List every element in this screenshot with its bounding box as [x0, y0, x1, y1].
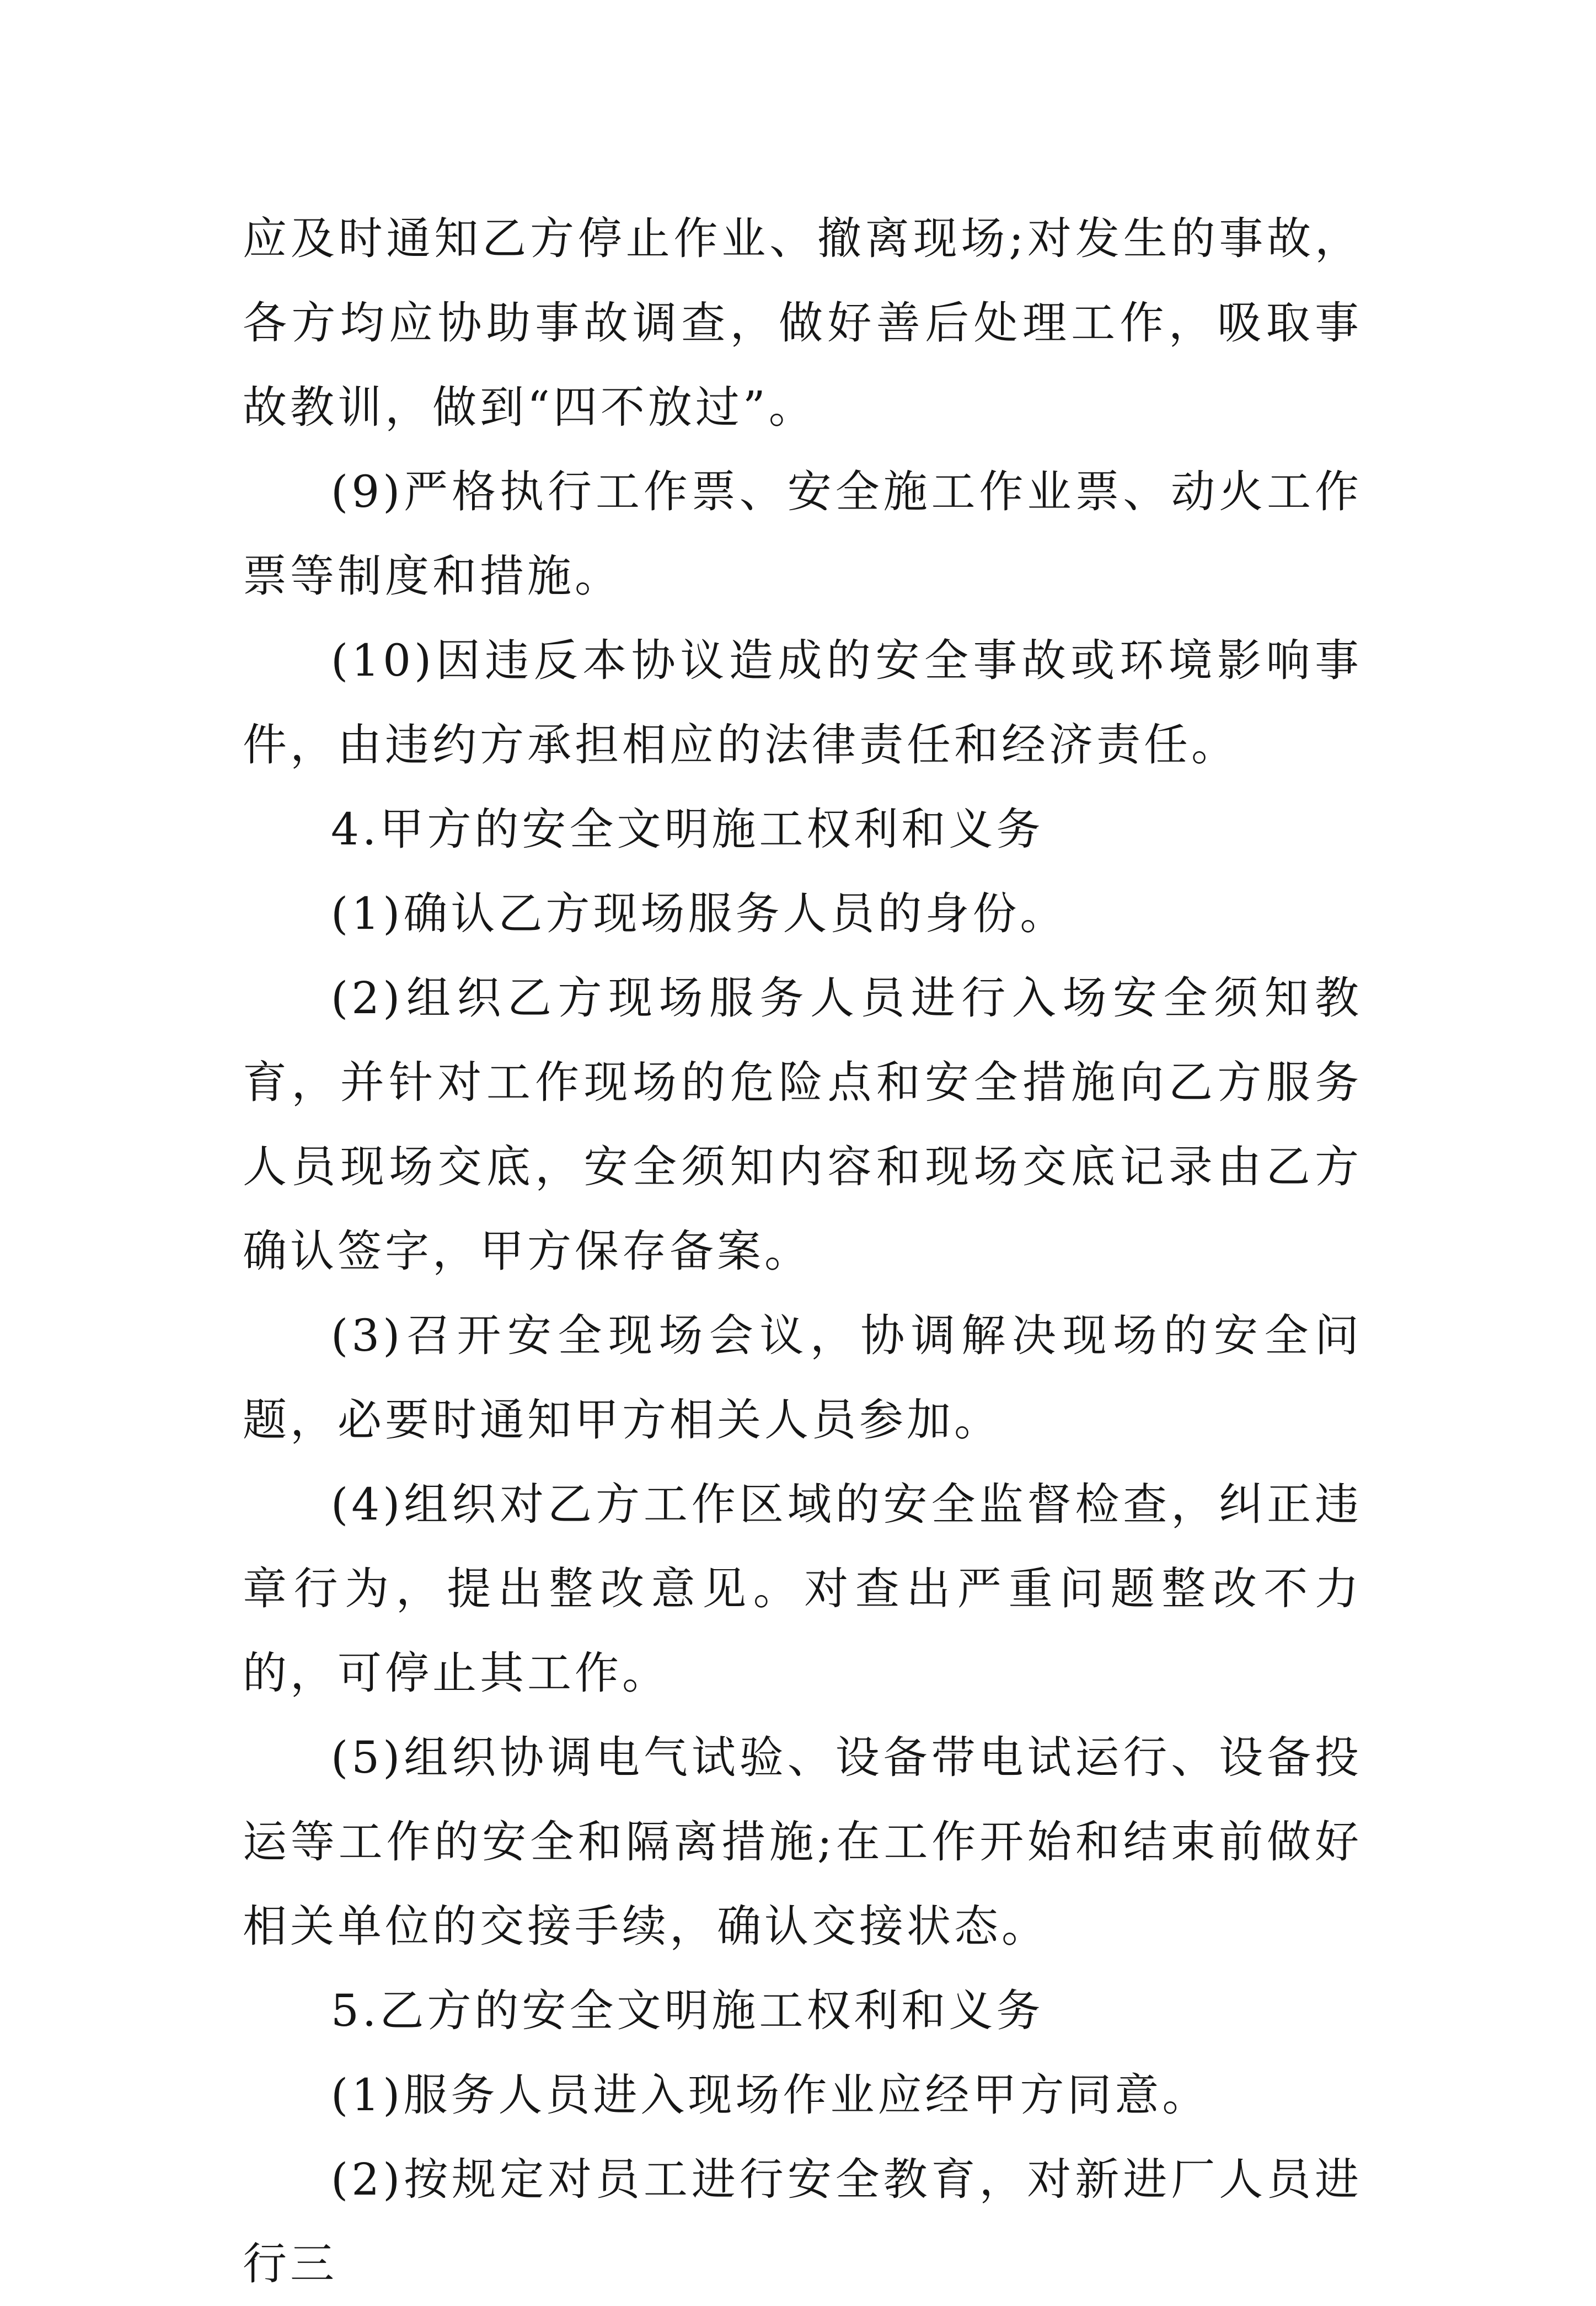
- paragraph-5-2: (2)按规定对员工进行安全教育，对新进厂人员进行三: [243, 2154, 1362, 2289]
- document-body: [243, 196, 1362, 2306]
- paragraph-4-5: (5)组织协调电气试验、设备带电试运行、设备投运等工作的安全和隔离措施;在工作开始和结束前做好相关单位的交接手续，确认交接状态。: [243, 1732, 1362, 1952]
- paragraph-4-4: (4)组织对乙方工作区域的安全监督检查，纠正违章行为，提出整改意见。对查出严重问题整改不力的，可停止其工作。: [243, 1479, 1362, 1699]
- paragraph-4-2: (2)组织乙方现场服务人员进行入场安全须知教育，并针对工作现场的危险点和安全措施向乙方服务人员现场交底，安全须知内容和现场交底记录由乙方确认签字，甲方保存备案。: [243, 972, 1362, 1277]
- paragraph-5-1: (1)服务人员进入现场作业应经甲方同意。: [331, 2069, 1210, 2121]
- section-heading-4: 4.甲方的安全文明施工权利和义务: [331, 804, 1044, 855]
- paragraph-item-10: (10)因违反本协议造成的安全事故或环境影响事件，由违约方承担相应的法律责任和经济责任。: [243, 635, 1362, 771]
- paragraph-continuation: 应及时通知乙方停止作业、撤离现场;对发生的事故，各方均应协助事故调查，做好善后处理工作，吸取事故教训，做到“四不放过”。: [243, 213, 1362, 433]
- paragraph-4-1: (1)确认乙方现场服务人员的身份。: [331, 888, 1068, 939]
- paragraph-item-9: (9)严格执行工作票、安全施工作业票、动火工作票等制度和措施。: [243, 466, 1362, 602]
- section-heading-5: 5.乙方的安全文明施工权利和义务: [331, 1985, 1044, 2036]
- paragraph-4-3: (3)召开安全现场会议，协调解决现场的安全问题，必要时通知甲方相关人员参加。: [243, 1310, 1362, 1446]
